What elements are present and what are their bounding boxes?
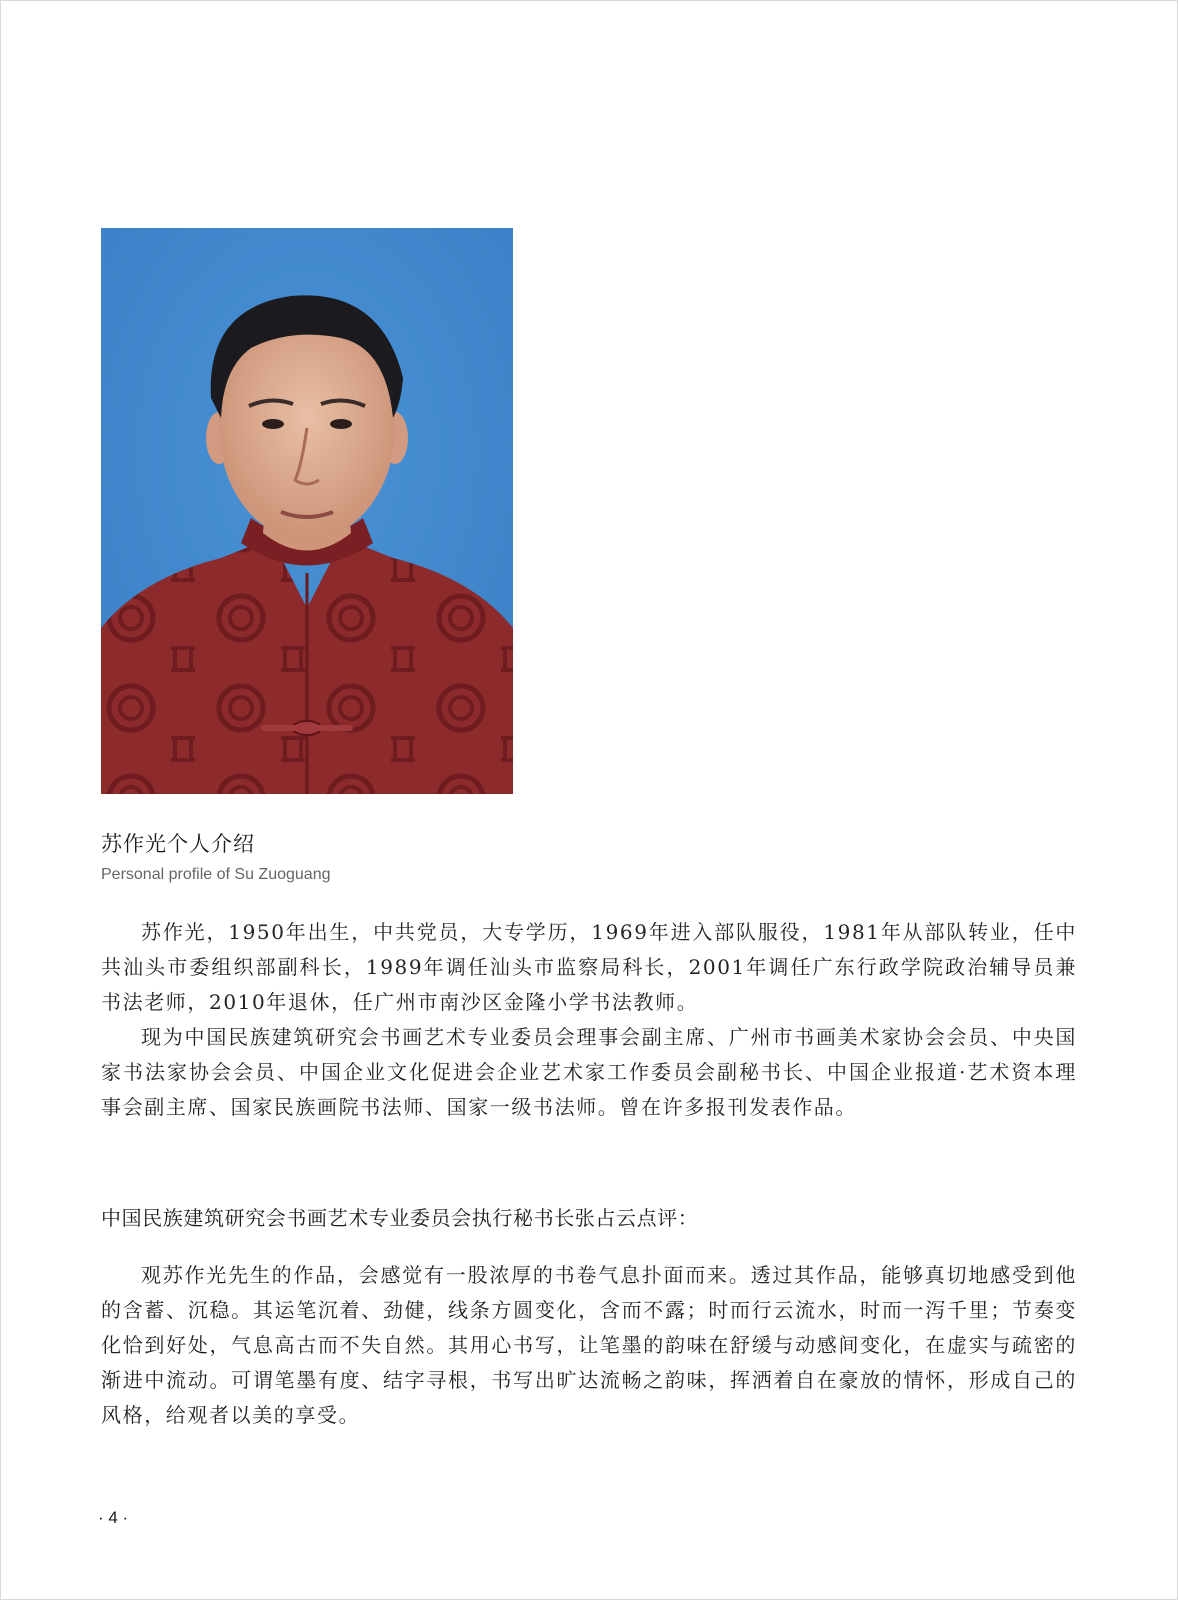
profile-title-en: Personal profile of Su Zuoguang bbox=[101, 866, 331, 883]
portrait-photo bbox=[101, 228, 513, 794]
profile-paragraph: 苏作光，1950年出生，中共党员，大专学历，1969年进入部队服役，1981年从部队转业，任中共汕头市委组织部副科长，1989年调任汕头市监察局科长，2001年调任广东行政学院政治辅导员兼书法老师，2010年退休，任广州市南沙区金隆小学书法教师。 bbox=[101, 920, 1077, 1014]
comment-paragraph: 观苏作光先生的作品，会感觉有一股浓厚的书卷气息扑面而来。透过其作品，能够真切地感受到他的含蓄、沉稳。其运笔沉着、劲健，线条方圆变化，含而不露；时而行云流水，时而一泻千里；节奏变化恰到好处，气息高古而不失自然。其用心书写，让笔墨的韵味在舒缓与动感间变化，在虚实与疏密的渐进中流动。可谓笔墨有度、结字寻根，书写出旷达流畅之韵味，挥洒着自在豪放的情怀，形成自己的风格，给观者以美的享受。 bbox=[101, 1263, 1077, 1427]
profile-title-cn: 苏作光个人介绍 bbox=[101, 832, 255, 856]
comment-body bbox=[101, 1258, 1077, 1433]
page-number: · 4 · bbox=[98, 1508, 129, 1527]
profile-body bbox=[101, 915, 1077, 1125]
comment-heading: 中国民族建筑研究会书画艺术专业委员会执行秘书长张占云点评： bbox=[101, 1206, 699, 1230]
profile-paragraph: 现为中国民族建筑研究会书画艺术专业委员会理事会副主席、广州市书画美术家协会会员、中央国家书法家协会会员、中国企业文化促进会企业艺术家工作委员会副秘书长、中国企业报道·艺术资本理事会副主席、国家民族画院书法师、国家一级书法师。曾在许多报刊发表作品。 bbox=[101, 1025, 1077, 1119]
